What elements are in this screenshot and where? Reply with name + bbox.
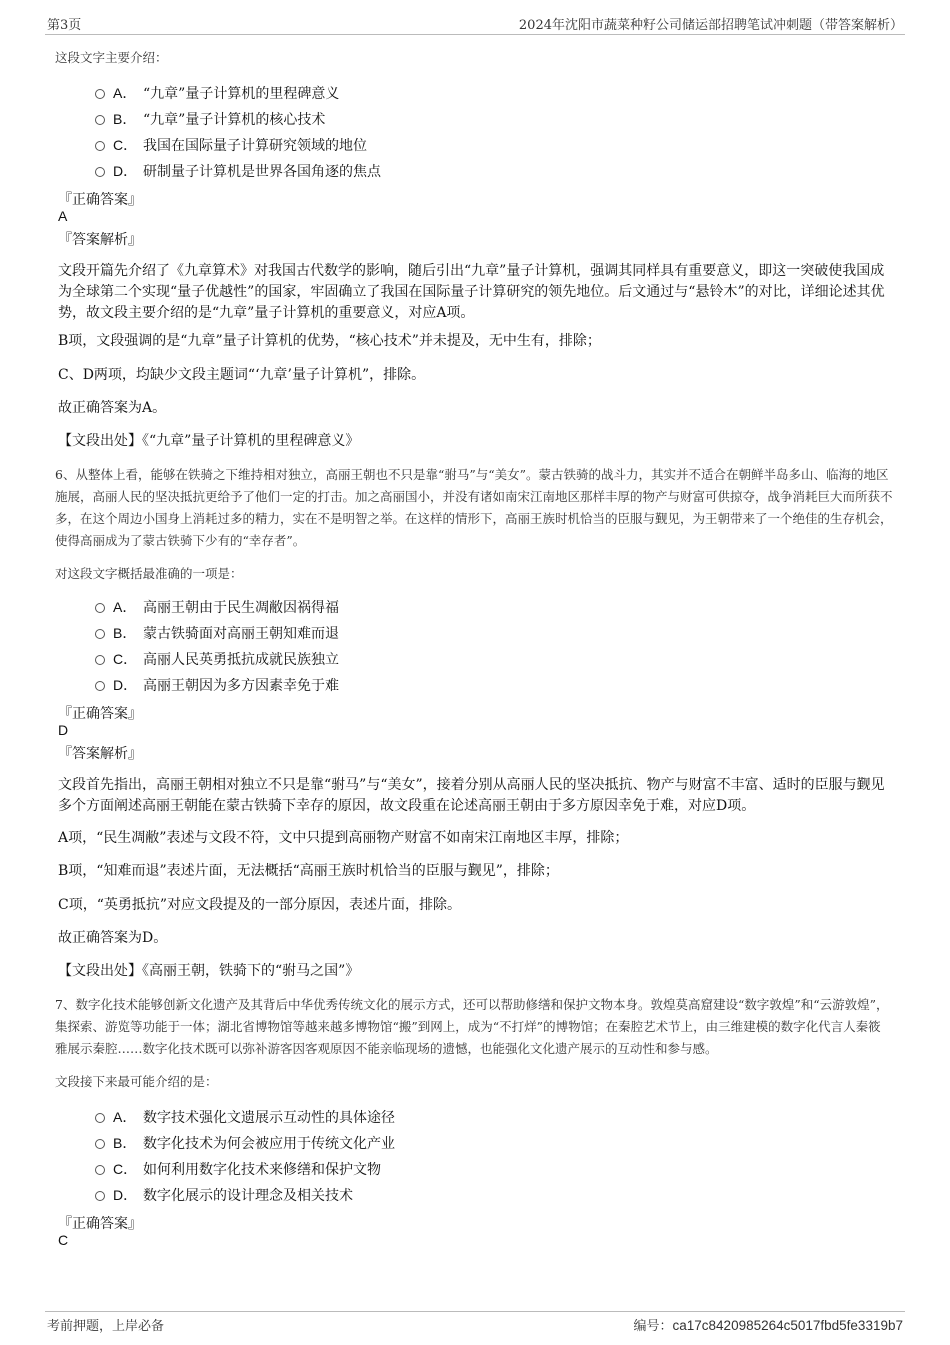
q6-analysis-3: B项，“知难而退”表述片面，无法概括“高丽王族时机恰当的臣服与觐见”，排除； bbox=[58, 863, 559, 879]
radio-icon[interactable] bbox=[95, 167, 105, 177]
q7-option-c[interactable]: C． 如何利用数字化技术来修缮和保护文物 bbox=[95, 1159, 381, 1181]
page-footer bbox=[45, 1311, 905, 1342]
code-value: ca17c8420985264c5017fbd5fe3319b7 bbox=[672, 1318, 903, 1333]
q6-answer-label: 『正确答案』 bbox=[58, 706, 142, 722]
radio-icon[interactable] bbox=[95, 141, 105, 151]
q5-answer: A bbox=[58, 208, 68, 224]
code-label: 编号： bbox=[633, 1319, 673, 1334]
page-header bbox=[45, 10, 905, 35]
q6-option-b[interactable]: B． 蒙古铁骑面对高丽王朝知难而退 bbox=[95, 623, 339, 645]
radio-icon[interactable] bbox=[95, 655, 105, 665]
radio-icon[interactable] bbox=[95, 89, 105, 99]
q5-option-b[interactable]: B． “九章”量子计算机的核心技术 bbox=[95, 109, 325, 131]
q6-analysis-5: 故正确答案为D。 bbox=[58, 930, 168, 946]
radio-icon[interactable] bbox=[95, 1165, 105, 1175]
q7-answer: C bbox=[58, 1232, 69, 1248]
q7-answer-label: 『正确答案』 bbox=[58, 1216, 142, 1232]
q6-option-a[interactable]: A． 高丽王朝由于民生凋敝因祸得福 bbox=[95, 597, 339, 619]
q5-option-a[interactable]: A． “九章”量子计算机的里程碑意义 bbox=[95, 83, 339, 105]
q5-prompt: 这段文字主要介绍： bbox=[55, 50, 168, 65]
q6-option-c[interactable]: C． 高丽人民英勇抵抗成就民族独立 bbox=[95, 649, 339, 671]
document-title: 2024年沈阳市蔬菜种籽公司储运部招聘笔试冲刺题（带答案解析） bbox=[518, 18, 903, 33]
q5-answer-label: 『正确答案』 bbox=[58, 192, 142, 208]
q5-analysis-1: 文段开篇先介绍了《九章算术》对我国古代数学的影响，随后引出“九章”量子计算机，强调其同样具有重要意义，即这一突破使我国成为全球第二个实现“量子优越性”的国家，牢固确立了我国在国际量子计算研究的领先地位。后文通过与“悬铃木”的对比，详细论述其优势，故文段主要介绍的是“九章”量子计算机的重要意义，对应A项。 bbox=[58, 263, 885, 321]
radio-icon[interactable] bbox=[95, 603, 105, 613]
page-number: 第3页 bbox=[47, 18, 82, 33]
q7-option-d[interactable]: D． 数字化展示的设计理念及相关技术 bbox=[95, 1185, 353, 1207]
radio-icon[interactable] bbox=[95, 1139, 105, 1149]
radio-icon[interactable] bbox=[95, 681, 105, 691]
q5-source: 【文段出处】《“九章”量子计算机的里程碑意义》 bbox=[58, 433, 360, 449]
radio-icon[interactable] bbox=[95, 629, 105, 639]
q6-analysis-1: 文段首先指出，高丽王朝相对独立不只是靠“驸马”与“美女”，接着分别从高丽人民的坚决抵抗、物产与财富不丰富、适时的臣服与觐见多个方面阐述高丽王朝能在蒙古铁骑下幸存的原因，故文段重在论述高丽王朝由于多方原因幸免于难，对应D项。 bbox=[58, 777, 885, 814]
radio-icon[interactable] bbox=[95, 115, 105, 125]
q6-analysis-4: C项，“英勇抵抗”对应文段提及的一部分原因，表述片面，排除。 bbox=[58, 897, 462, 913]
q7-option-a[interactable]: A． 数字技术强化文遗展示互动性的具体途径 bbox=[95, 1107, 395, 1129]
document-code bbox=[634, 1315, 904, 1334]
q6-answer: D bbox=[58, 722, 69, 738]
radio-icon[interactable] bbox=[95, 1113, 105, 1123]
q7-passage: 7、数字化技术能够创新文化遗产及其背后中华优秀传统文化的展示方式，还可以帮助修缮和保护文物本身。敦煌莫高窟建设“数字敦煌”和“云游敦煌”，集探索、游览等功能于一体；湖北省博物馆等越来越多博物馆“搬”到网上，成为“不打烊”的博物馆；在秦腔艺术节上，由三维建模的数字化代言人秦筱雅展示秦腔……数字化技术既可以弥补游客因客观原因不能亲临现场的遗憾，也能强化文化遗产展示的互动性和参与感。 bbox=[55, 997, 889, 1056]
q5-analysis-3: C、D两项，均缺少文段主题词“‘九章’量子计算机”，排除。 bbox=[58, 367, 426, 383]
q6-passage: 6、从整体上看，能够在铁骑之下维持相对独立，高丽王朝也不只是靠“驸马”与“美女”。蒙古铁骑的战斗力，其实并不适合在朝鲜半岛多山、临海的地区施展，高丽人民的坚决抵抗更给予了他们一定的打击。加之高丽国小，并没有诸如南宋江南地区那样丰厚的物产与财富可供掠夺，战争消耗巨大而所获不多，在这个周边小国身上消耗过多的精力，实在不是明智之举。在这样的情形下，高丽王族时机恰当的臣服与觐见，为王朝带来了一个绝佳的生存机会，使得高丽成为了蒙古铁骑下少有的“幸存者”。 bbox=[55, 467, 893, 548]
q5-analysis-4: 故正确答案为A。 bbox=[58, 400, 167, 416]
q5-analysis-label: 『答案解析』 bbox=[58, 232, 142, 248]
q6-option-d[interactable]: D． 高丽王朝因为多方因素幸免于难 bbox=[95, 675, 339, 697]
q6-analysis-2: A项，“民生凋敝”表述与文段不符，文中只提到高丽物产财富不如南宋江南地区丰厚，排除； bbox=[58, 830, 629, 846]
q5-option-c[interactable]: C． 我国在国际量子计算研究领域的地位 bbox=[95, 135, 367, 157]
q7-option-b[interactable]: B． 数字化技术为何会被应用于传统文化产业 bbox=[95, 1133, 395, 1155]
q7-prompt: 文段接下来最可能介绍的是： bbox=[55, 1074, 218, 1089]
footer-slogan: 考前押题，上岸必备 bbox=[47, 1319, 165, 1334]
q6-source: 【文段出处】《高丽王朝，铁骑下的“驸马之国”》 bbox=[58, 963, 360, 979]
radio-icon[interactable] bbox=[95, 1191, 105, 1201]
q6-analysis-label: 『答案解析』 bbox=[58, 746, 142, 762]
q6-prompt: 对这段文字概括最准确的一项是： bbox=[55, 566, 243, 581]
q5-analysis-2: B项，文段强调的是“九章”量子计算机的优势，“核心技术”并未提及，无中生有，排除； bbox=[58, 333, 601, 349]
q5-option-d[interactable]: D． 研制量子计算机是世界各国角逐的焦点 bbox=[95, 161, 381, 183]
